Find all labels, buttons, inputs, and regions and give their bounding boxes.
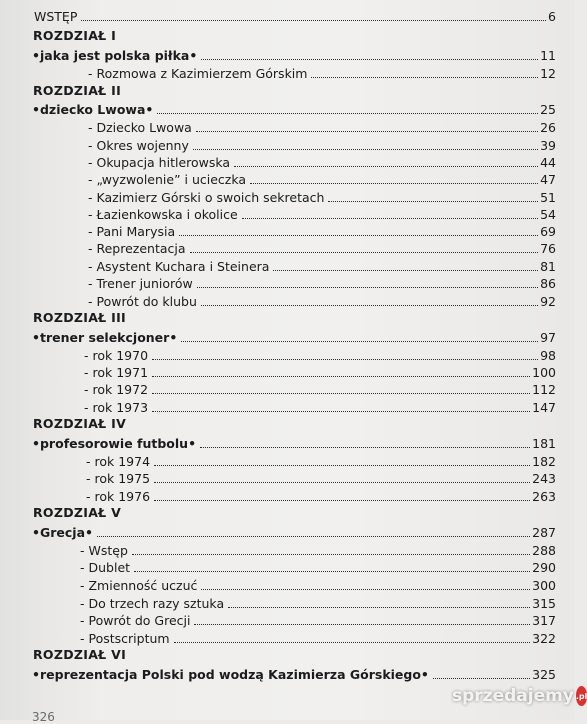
toc-entry	[80, 576, 556, 593]
toc-entry	[80, 629, 556, 646]
toc-section	[32, 665, 556, 682]
toc-entry-page: 287	[532, 525, 556, 540]
dot-leader	[311, 77, 538, 78]
toc-entry-label: - rok 1976	[86, 489, 151, 504]
toc-entry-label: - Dublet	[80, 560, 131, 575]
toc-entry-label: - rok 1973	[84, 400, 149, 415]
toc-entry-page: 182	[532, 454, 556, 469]
toc-entry-label: - Okupacja hitlerowska	[88, 155, 231, 170]
toc-entry-page: 97	[540, 330, 556, 345]
toc-entry	[88, 188, 556, 205]
toc-entry	[88, 136, 556, 153]
toc-entry-label: - rok 1970	[84, 348, 149, 363]
toc-section	[32, 434, 556, 451]
toc-entry-label: - rok 1974	[86, 454, 151, 469]
chapter-heading: ROZDZIAŁ IV	[33, 416, 127, 431]
dot-leader	[157, 113, 538, 114]
chapter-heading: ROZDZIAŁ I	[33, 28, 117, 43]
toc-entry	[88, 239, 556, 256]
toc-entry	[88, 292, 556, 309]
dot-leader	[242, 218, 538, 219]
dot-leader	[134, 571, 530, 572]
chapter-heading: ROZDZIAŁ VI	[33, 647, 127, 662]
toc-entry	[84, 398, 556, 415]
toc-entry-label: - Pani Marysia	[88, 224, 176, 239]
toc-entry-label: - Asystent Kuchara i Steinera	[88, 259, 270, 274]
dot-leader	[201, 589, 530, 590]
watermark	[452, 683, 587, 709]
toc-entry-page: 263	[532, 489, 556, 504]
dot-leader	[196, 131, 538, 132]
toc-entry-label: •jaka jest polska piłka•	[32, 48, 198, 63]
dot-leader	[152, 376, 530, 377]
toc-entry-label: •dziecko Lwowa•	[32, 102, 154, 117]
toc-entry-label: - Kazimierz Górski o swoich sekretach	[88, 190, 325, 205]
dot-leader	[328, 201, 538, 202]
toc-entry-label: WSTĘP	[34, 9, 78, 24]
toc-entry-page: 44	[540, 155, 556, 170]
dot-leader	[154, 482, 530, 483]
toc-entry	[80, 541, 556, 558]
toc-entry-page: 69	[540, 224, 556, 239]
dot-leader	[200, 447, 530, 448]
toc-entry	[80, 611, 556, 628]
toc-entry-page: 47	[540, 172, 556, 187]
toc-entry-label: - Okres wojenny	[88, 138, 189, 153]
watermark-text: sprzedajemy	[452, 686, 574, 706]
toc-entry-label: - Powrót do klubu	[88, 294, 197, 309]
toc-entry-page: 6	[548, 9, 556, 24]
dot-leader	[194, 624, 530, 625]
toc-entry	[34, 7, 556, 24]
dot-leader	[250, 183, 538, 184]
toc-entry-label: - rok 1971	[84, 365, 149, 380]
toc-entry	[80, 594, 556, 611]
toc-entry-label: - Reprezentacja	[88, 241, 186, 256]
toc-entry	[88, 205, 556, 222]
toc-entry-label: - Powrót do Grecji	[80, 613, 191, 628]
toc-entry-page: 100	[532, 365, 556, 380]
toc-entry	[88, 257, 556, 274]
toc-entry-page: 11	[540, 48, 556, 63]
toc-entry-page: 81	[540, 259, 556, 274]
toc-entry-label: - Dziecko Lwowa	[88, 120, 192, 135]
toc-entry-page: 300	[532, 578, 556, 593]
toc-entry-page: 288	[532, 543, 556, 558]
toc-entry-page: 322	[532, 631, 556, 646]
dot-leader	[181, 341, 538, 342]
dot-leader	[132, 554, 530, 555]
toc-section	[32, 523, 556, 540]
dot-leader	[154, 500, 530, 501]
toc-entry-label: - Łazienkowska i okolice	[88, 207, 238, 222]
toc-entry-label: - Postscriptum	[80, 631, 170, 646]
dot-leader	[193, 149, 538, 150]
dot-leader	[152, 411, 530, 412]
toc-entry	[88, 170, 556, 187]
toc-entry-label: •profesorowie futbolu•	[32, 436, 197, 451]
toc-entry-page: 315	[532, 596, 556, 611]
toc-entry-label: - Wstęp	[80, 543, 128, 558]
toc-entry-label: - Do trzech razy sztuka	[80, 596, 225, 611]
dot-leader	[81, 20, 546, 21]
toc-entry-page: 243	[532, 471, 556, 486]
toc-section	[32, 328, 556, 345]
toc-entry-page: 54	[540, 207, 556, 222]
toc-entry-label: - Trener juniorów	[88, 276, 193, 291]
dot-leader	[201, 59, 538, 60]
toc-entry-page: 12	[540, 66, 556, 81]
toc-entry	[86, 469, 556, 486]
dot-leader	[190, 252, 539, 253]
toc-entry	[88, 222, 556, 239]
dot-leader	[179, 235, 538, 236]
toc-entry	[84, 346, 556, 363]
chapter-heading: ROZDZIAŁ II	[33, 83, 122, 98]
toc-entry-page: 86	[540, 276, 556, 291]
toc-entry	[88, 153, 556, 170]
dot-leader	[228, 607, 530, 608]
toc-section	[32, 46, 556, 63]
toc-entry	[88, 64, 556, 81]
toc-entry	[88, 118, 556, 135]
toc-entry-label: •trener selekcjoner•	[32, 330, 178, 345]
dot-leader	[152, 359, 538, 360]
toc-entry-page: 181	[532, 436, 556, 451]
dot-leader	[197, 287, 538, 288]
toc-entry-page: 76	[540, 241, 556, 256]
toc-entry-page: 26	[540, 120, 556, 135]
toc-entry-label: - „wyzwolenie” i ucieczka	[88, 172, 247, 187]
dot-leader	[234, 166, 538, 167]
dot-leader	[152, 393, 530, 394]
toc-entry-label: - Zmienność uczuć	[80, 578, 198, 593]
toc-entry	[86, 487, 556, 504]
toc-entry-label: •Grecja•	[32, 525, 94, 540]
dot-leader	[201, 305, 538, 306]
toc-entry-page: 317	[532, 613, 556, 628]
toc-entry	[80, 558, 556, 575]
chapter-heading: ROZDZIAŁ V	[33, 505, 122, 520]
page-number: 326	[32, 710, 55, 724]
toc-entry-label: •reprezentacja Polski pod wodzą Kazimierza Górskiego•	[32, 667, 429, 682]
toc-entry-page: 325	[532, 667, 556, 682]
toc-entry	[84, 363, 556, 380]
toc-entry-page: 98	[540, 348, 556, 363]
toc-entry-page: 290	[532, 560, 556, 575]
toc-entry-page: 147	[532, 400, 556, 415]
toc-entry-label: - rok 1975	[86, 471, 151, 486]
toc-section	[32, 100, 556, 117]
toc-entry-page: 39	[540, 138, 556, 153]
toc-entry-page: 25	[540, 102, 556, 117]
toc-entry	[88, 274, 556, 291]
toc-entry-label: - rok 1972	[84, 382, 149, 397]
toc-entry-page: 92	[540, 294, 556, 309]
toc-entry-page: 112	[532, 382, 556, 397]
toc-entry	[84, 380, 556, 397]
dot-leader	[154, 465, 530, 466]
dot-leader	[433, 678, 530, 679]
toc-entry-label: - Rozmowa z Kazimierzem Górskim	[88, 66, 308, 81]
toc-entry	[86, 452, 556, 469]
toc-entry-page: 51	[540, 190, 556, 205]
watermark-badge: .pl	[576, 686, 587, 706]
chapter-heading: ROZDZIAŁ III	[33, 310, 127, 325]
dot-leader	[174, 642, 531, 643]
dot-leader	[273, 270, 538, 271]
dot-leader	[97, 536, 530, 537]
